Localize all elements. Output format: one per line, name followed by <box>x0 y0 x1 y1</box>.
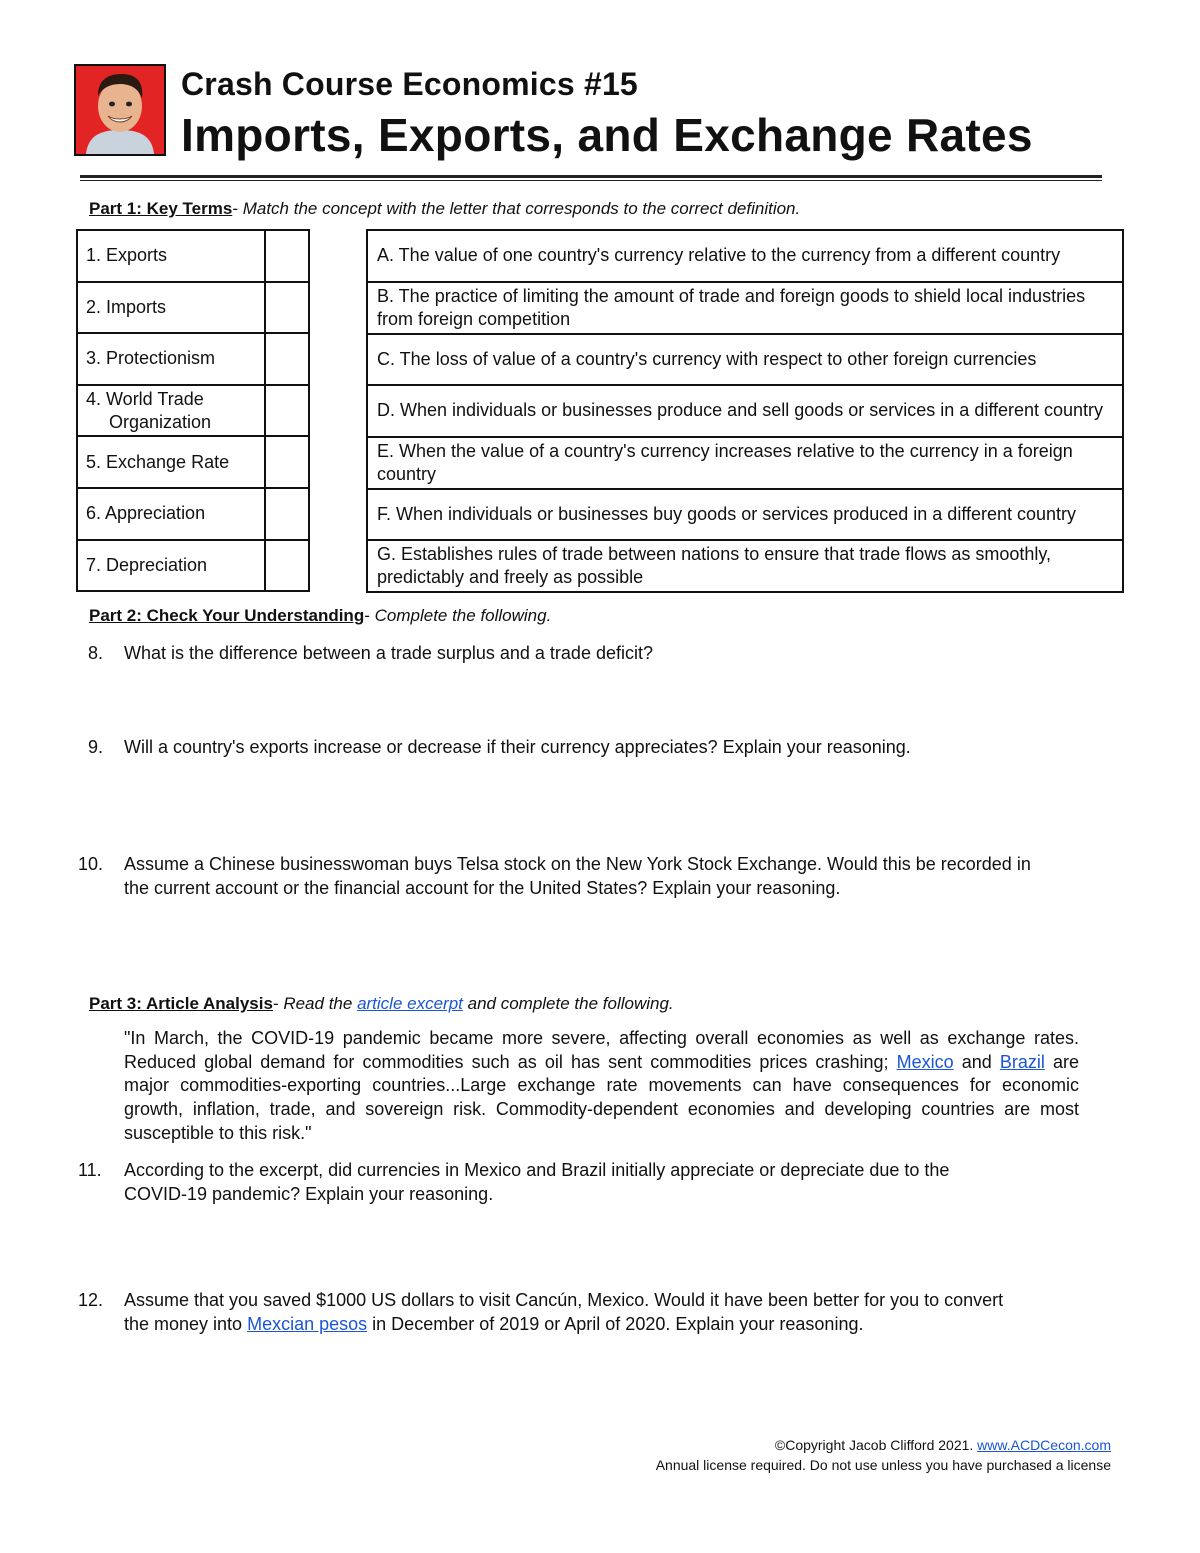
question-number: 10. <box>78 854 104 874</box>
definitions-table <box>366 229 1124 593</box>
definition-cell: E. When the value of a country's currency increases relative to the currency in a foreign country <box>367 437 1123 489</box>
answer-box[interactable] <box>265 436 309 488</box>
quote-text-1: "In March, the COVID-19 pandemic became more severe, affecting overall economies as well as exchange rates. Reduced global demand for commodities such as oil has sent commodities prices crashing; <box>124 1028 1079 1072</box>
copyright-line <box>775 1437 1111 1453</box>
answer-box[interactable] <box>265 230 309 282</box>
term-label-line2: Organization <box>109 411 212 432</box>
table-row <box>367 540 1123 592</box>
term-label: 3. Protectionism <box>77 333 265 385</box>
term-label: 2. Imports <box>77 282 265 334</box>
term-label-line1: 4. World Trade <box>86 388 204 409</box>
header-rule-thin <box>80 180 1102 181</box>
key-terms-table <box>76 229 310 592</box>
question-text-line2: COVID-19 pandemic? Explain your reasoning. <box>124 1184 494 1204</box>
acdcecon-link[interactable]: www.ACDCecon.com <box>977 1437 1111 1453</box>
definition-cell: G. Establishes rules of trade between nations to ensure that trade flows as smoothly, predictably and freely as possible <box>367 540 1123 592</box>
mexican-pesos-link[interactable]: Mexcian pesos <box>247 1314 368 1334</box>
question-number: 9. <box>88 737 104 757</box>
question-10 <box>78 852 1131 900</box>
worksheet-title: Imports, Exports, and Exchange Rates <box>181 109 1033 161</box>
q12-line2-pre: the money into <box>124 1314 243 1334</box>
term-label-wto <box>77 385 265 437</box>
header-rule <box>80 175 1102 178</box>
table-row <box>77 282 309 334</box>
part1-label: Part 1: Key Terms <box>89 199 233 218</box>
table-row <box>367 334 1123 386</box>
term-label: 6. Appreciation <box>77 488 265 540</box>
table-row <box>367 437 1123 489</box>
definition-cell: F. When individuals or businesses buy goods or services produced in a different country <box>367 489 1123 541</box>
table-row <box>77 230 309 282</box>
part1-heading <box>89 199 800 219</box>
part1-instructions: Match the concept with the letter that corresponds to the correct definition. <box>242 199 801 218</box>
question-text-line1: According to the excerpt, did currencies in Mexico and Brazil initially appreciate or depreciate due to the <box>124 1160 950 1180</box>
worksheet-subtitle: Crash Course Economics #15 <box>181 66 638 102</box>
answer-box[interactable] <box>265 488 309 540</box>
part3-heading <box>89 994 674 1014</box>
part1-sep: - <box>232 199 243 218</box>
question-text: What is the difference between a trade surplus and a trade deficit? <box>124 643 653 663</box>
question-number: 12. <box>78 1290 104 1310</box>
quote-text-2: are major commodities-exporting countries...Large exchange rate movements can have consequences for economic growth, inflation, trade, and sovereign risk. Commodity-dependent economies and developing countries are most susceptible to this risk." <box>124 1051 1079 1143</box>
question-text-line1: Assume a Chinese businesswoman buys Telsa stock on the New York Stock Exchange. Would this be recorded in <box>124 854 1031 874</box>
copyright-text: ©Copyright Jacob Clifford 2021. <box>774 1437 974 1453</box>
definition-cell: B. The practice of limiting the amount of trade and foreign goods to shield local industries from foreign competition <box>367 282 1123 334</box>
question-9 <box>81 735 1121 759</box>
term-label: 1. Exports <box>77 230 265 282</box>
question-8 <box>81 641 1121 665</box>
table-row <box>77 540 309 592</box>
answer-box[interactable] <box>265 282 309 334</box>
definition-cell: C. The loss of value of a country's currency with respect to other foreign currencies <box>367 334 1123 386</box>
table-row <box>77 333 309 385</box>
question-number: 11. <box>78 1160 102 1180</box>
q12-line2-post: in December of 2019 or April of 2020. Explain your reasoning. <box>372 1314 864 1334</box>
part3-instructions-post: and complete the following. <box>467 994 674 1013</box>
part3-sep: - <box>272 994 284 1013</box>
table-row <box>77 488 309 540</box>
part2-sep: - <box>364 606 375 625</box>
term-label: 5. Exchange Rate <box>77 436 265 488</box>
table-row <box>367 230 1123 282</box>
part3-instructions-pre: Read the <box>283 994 353 1013</box>
answer-box[interactable] <box>265 540 309 592</box>
table-row <box>367 282 1123 334</box>
question-text-line1: Assume that you saved $1000 US dollars to visit Cancún, Mexico. Would it have been better for you to convert <box>124 1290 1004 1310</box>
question-number: 8. <box>88 643 104 663</box>
table-row <box>77 385 309 437</box>
answer-box[interactable] <box>265 385 309 437</box>
brazil-link[interactable]: Brazil <box>999 1051 1045 1072</box>
table-row <box>367 489 1123 541</box>
question-text-line2: the current account or the financial account for the United States? Explain your reasoning. <box>124 878 841 898</box>
term-label: 7. Depreciation <box>77 540 265 592</box>
part3-label: Part 3: Article Analysis <box>89 994 273 1013</box>
answer-box[interactable] <box>265 333 309 385</box>
definition-cell: D. When individuals or businesses produce and sell goods or services in a different country <box>367 385 1123 437</box>
part2-label: Part 2: Check Your Understanding <box>89 606 365 625</box>
table-row <box>367 385 1123 437</box>
question-text: Will a country's exports increase or decrease if their currency appreciates? Explain your reasoning. <box>124 737 911 757</box>
license-notice: Annual license required. Do not use unless you have purchased a license <box>655 1457 1111 1473</box>
table-row <box>77 436 309 488</box>
article-quote <box>124 1027 1079 1146</box>
mexico-link[interactable]: Mexico <box>896 1051 954 1072</box>
question-12 <box>78 1288 1131 1336</box>
part2-instructions: Complete the following. <box>374 606 552 625</box>
question-11 <box>78 1158 1131 1206</box>
question-text-line2 <box>124 1312 863 1336</box>
author-portrait-logo <box>74 64 166 156</box>
part2-heading <box>89 606 551 626</box>
quote-and: and <box>961 1051 992 1072</box>
definition-cell: A. The value of one country's currency relative to the currency from a different country <box>367 230 1123 282</box>
article-excerpt-link[interactable]: article excerpt <box>357 994 463 1013</box>
